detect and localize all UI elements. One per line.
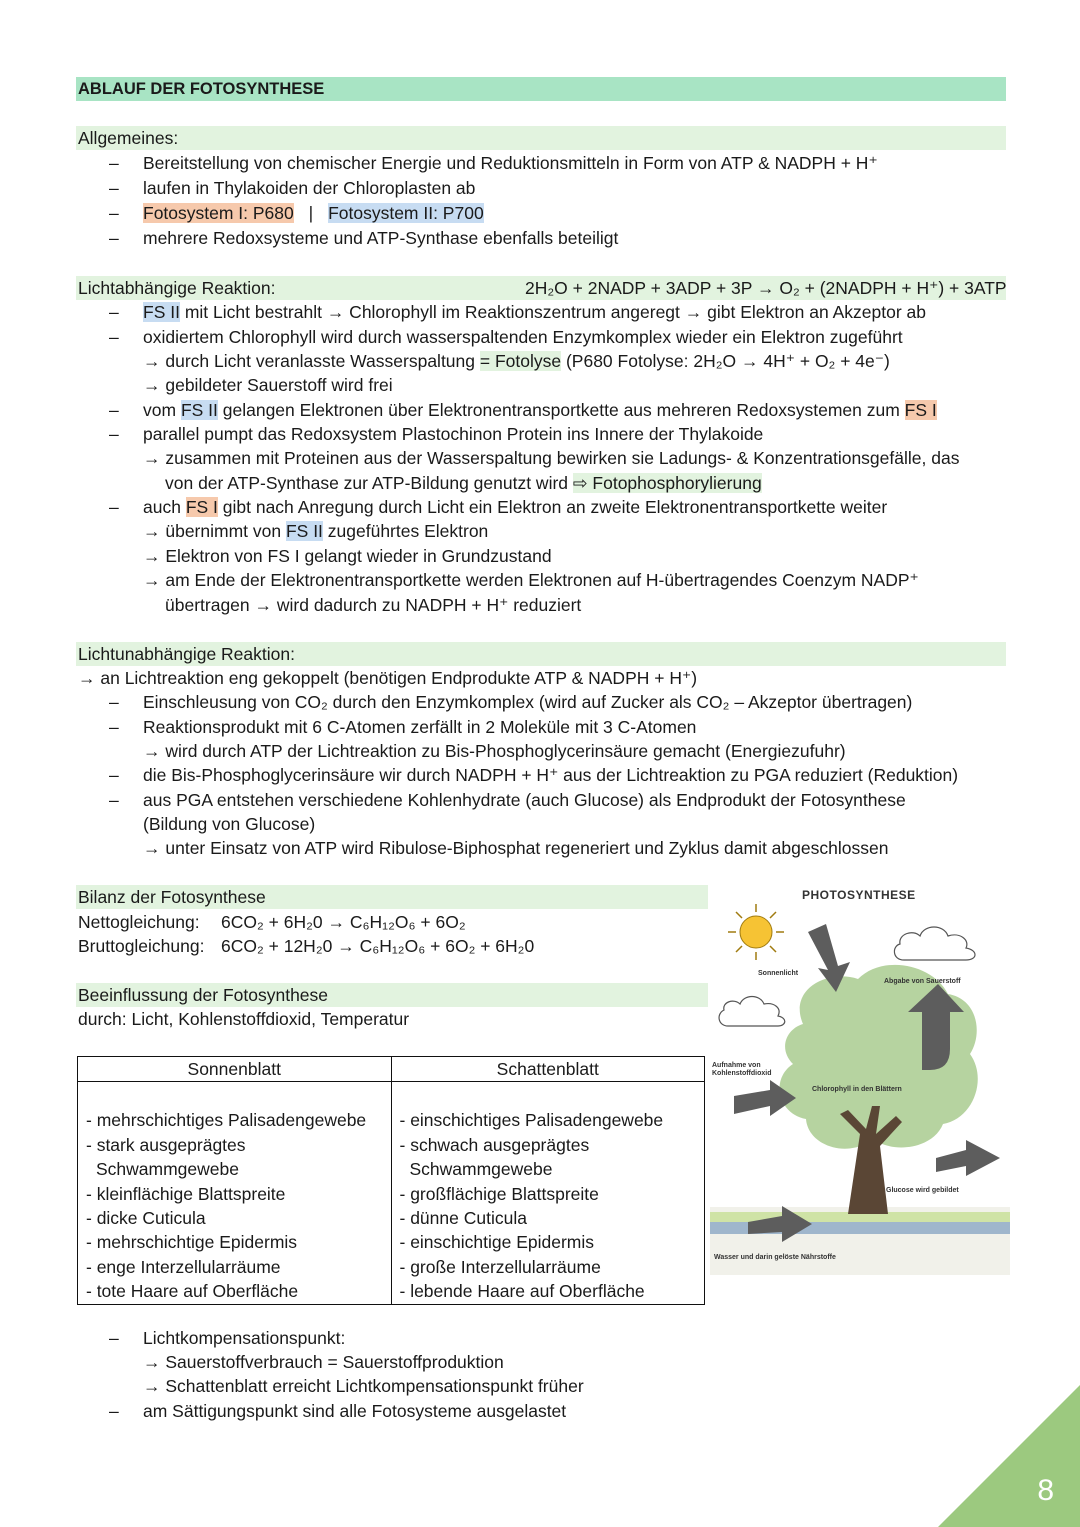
list-dash: – xyxy=(109,153,119,173)
dunkel-intro: → an Lichtreaktion eng gekoppelt (benötigen Endprodukte ATP & NADPH + H⁺) xyxy=(78,668,698,688)
text: gelangen Elektronen über Elektronentransportkette aus mehreren Redoxsystemen zum xyxy=(217,400,905,420)
list-dash: – xyxy=(109,203,119,223)
heading-dunkel: Lichtunabhängige Reaktion: xyxy=(78,644,295,664)
licht-line-13: übertragen → wird dadurch zu NADPH + H⁺ reduziert xyxy=(165,595,582,615)
brutto-equation: 6CO₂ + 12H₂0 → C₆H₁₂O₆ + 6O₂ + 6H₂0 xyxy=(221,936,535,956)
label-chlorophyll: Chlorophyll in den Blättern xyxy=(812,1086,902,1093)
list-dash: – xyxy=(109,497,119,517)
licht-line-9 xyxy=(143,495,887,519)
list-item: - schwach ausgeprägtes xyxy=(399,1134,590,1155)
licht-line-11: → Elektron von FS I gelangt wieder in Grundzustand xyxy=(143,546,552,566)
list-dash: – xyxy=(109,790,119,810)
licht-line-3 xyxy=(143,349,890,373)
list-item: laufen in Thylakoiden der Chloroplasten ab xyxy=(143,178,476,198)
licht-line-6: parallel pumpt das Redoxsystem Plastochinon Protein ins Innere der Thylakoide xyxy=(143,424,764,444)
list-dash: – xyxy=(109,327,119,347)
list-item: - tote Haare auf Oberfläche xyxy=(86,1281,299,1302)
list-item: - lebende Haare auf Oberfläche xyxy=(399,1281,645,1302)
page-number: 8 xyxy=(1037,1473,1054,1507)
licht-line-5 xyxy=(143,398,937,422)
text: mit Licht bestrahlt → Chlorophyll im Reaktionszentrum angeregt → gibt Elektron an Akzeptor ab xyxy=(179,302,927,322)
diagram-title: PHOTOSYNTHESE xyxy=(802,888,916,902)
list-item: - enge Interzellularräume xyxy=(86,1256,281,1277)
text: von der ATP-Synthase zur ATP-Bildung genutzt wird xyxy=(165,473,573,493)
section-bar-allgemeines xyxy=(76,126,1006,150)
dunkel-line-5: aus PGA entstehen verschiedene Kohlenhydrate (auch Glucose) als Endprodukt der Fotosynthese xyxy=(143,790,906,810)
list-dash: – xyxy=(109,178,119,198)
kompensation-line-3: → Schattenblatt erreicht Lichtkompensationspunkt früher xyxy=(143,1376,584,1396)
dunkel-line-4: die Bis-Phosphoglycerinsäure wir durch NADPH + H⁺ aus der Lichtreaktion zu PGA reduziert (Reduktion) xyxy=(143,765,959,785)
kompensation-line-2: → Sauerstoffverbrauch = Sauerstoffproduktion xyxy=(143,1352,504,1372)
label-wasser: Wasser und darin gelöste Nährstoffe xyxy=(714,1254,836,1261)
list-item: - große Interzellularräume xyxy=(399,1256,601,1277)
highlight-fs2: Fotosystem II: P700 xyxy=(328,203,484,223)
list-item-fotosysteme xyxy=(143,201,484,225)
cloud-icon xyxy=(894,927,975,960)
list-dash: – xyxy=(109,1328,119,1348)
list-dash: – xyxy=(109,424,119,444)
highlight-fs2: FS II xyxy=(143,302,180,322)
dunkel-line-6: (Bildung von Glucose) xyxy=(143,814,316,834)
highlight-fs1: FS I xyxy=(904,400,937,420)
list-dash: – xyxy=(109,692,119,712)
text: auch xyxy=(143,497,186,517)
list-item: - mehrschichtige Epidermis xyxy=(86,1232,298,1253)
text: zugeführtes Elektron xyxy=(322,521,489,541)
text: gibt nach Anregung durch Licht ein Elektron an zweite Elektronentransportkette weiter xyxy=(217,497,888,517)
licht-line-7: → zusammen mit Proteinen aus der Wasserspaltung bewirken sie Ladungs- & Konzentrationsgefälle, das xyxy=(143,448,960,468)
label-aufnahme: Aufnahme von Kohlenstoffdioxid xyxy=(712,1062,772,1077)
kompensation-line-1: Lichtkompensationspunkt: xyxy=(143,1328,346,1348)
cloud-icon xyxy=(719,997,785,1027)
list-dash: – xyxy=(109,400,119,420)
list-item: - kleinflächige Blattspreite xyxy=(86,1183,286,1204)
dunkel-line-1: Einschleusung von CO₂ durch den Enzymkomplex (wird auf Zucker als CO₂ – Akzeptor übertragen) xyxy=(143,692,913,712)
corner-decoration xyxy=(938,1385,1080,1527)
list-dash: – xyxy=(109,302,119,322)
highlight-fs1: Fotosystem I: P680 xyxy=(143,203,294,223)
table-row xyxy=(78,1082,705,1304)
table-header-sonnenblatt: Sonnenblatt xyxy=(78,1057,392,1082)
list-item: - stark ausgeprägtes xyxy=(86,1134,246,1155)
list-item: Schwammgewebe xyxy=(409,1159,553,1180)
brutto-label: Bruttogleichung: xyxy=(78,936,205,956)
beeinflussung-text: durch: Licht, Kohlenstoffdioxid, Temperatur xyxy=(78,1009,410,1029)
label-glucose: Glucose wird gebildet xyxy=(886,1187,959,1194)
list-dash: – xyxy=(109,1401,119,1421)
equation-licht: 2H₂O + 2NADP + 3ADP + 3P → O₂ + (2NADPH + H⁺) + 3ATP xyxy=(525,278,1007,298)
highlight-fs2: FS II xyxy=(285,521,323,541)
photosynthesis-diagram xyxy=(708,884,1010,1276)
licht-line-12: → am Ende der Elektronentransportkette werden Elektronen auf H-übertragendes Coenzym NADP⁺ xyxy=(143,570,919,590)
list-item: Schwammgewebe xyxy=(96,1159,239,1180)
table-header-row xyxy=(78,1057,705,1082)
table-cell-sonnenblatt xyxy=(78,1082,392,1304)
diagram-graphic xyxy=(708,884,1010,1276)
licht-line-8 xyxy=(165,471,762,495)
heading-bilanz: Bilanz der Fotosynthese xyxy=(78,887,266,907)
highlight-fs2: FS II xyxy=(180,400,218,420)
heading-licht: Lichtabhängige Reaktion: xyxy=(78,278,276,298)
arrow-right-icon xyxy=(936,1140,1000,1176)
label-abgabe: Abgabe von Sauerstoff xyxy=(884,978,961,985)
list-item: - dünne Cuticula xyxy=(399,1208,527,1229)
licht-line-10 xyxy=(143,519,488,543)
highlight-fotolyse: = Fotolyse xyxy=(479,351,562,371)
dunkel-line-7: → unter Einsatz von ATP wird Ribulose-Biphosphat regeneriert und Zyklus damit abgeschlossen xyxy=(143,838,889,858)
highlight-fotophosphorylierung: ⇨ Fotophosphorylierung xyxy=(572,473,762,493)
highlight-fs1: FS I xyxy=(185,497,218,517)
list-item: mehrere Redoxsysteme und ATP-Synthase ebenfalls beteiligt xyxy=(143,228,619,248)
list-item: - einschichtiges Palisadengewebe xyxy=(399,1110,664,1131)
list-dash: – xyxy=(109,765,119,785)
list-item: - großflächige Blattspreite xyxy=(399,1183,599,1204)
list-dash: – xyxy=(109,228,119,248)
kompensation-line-4: am Sättigungspunkt sind alle Fotosysteme ausgelastet xyxy=(143,1401,567,1421)
list-item: Bereitstellung von chemischer Energie und Reduktionsmitteln in Form von ATP & NADPH + H⁺ xyxy=(143,153,878,173)
list-item: - einschichtige Epidermis xyxy=(399,1232,595,1253)
text: → durch Licht veranlasste Wasserspaltung xyxy=(143,351,480,371)
list-dash: – xyxy=(109,717,119,737)
comparison-table xyxy=(77,1056,705,1305)
heading-allgemeines: Allgemeines: xyxy=(78,128,179,148)
table-header-schattenblatt: Schattenblatt xyxy=(391,1057,705,1082)
list-item: - mehrschichtiges Palisadengewebe xyxy=(86,1110,367,1131)
licht-line-1 xyxy=(143,300,926,324)
text: (P680 Fotolyse: 2H₂O → 4H⁺ + O₂ + 4e⁻) xyxy=(561,351,890,371)
page-title: ABLAUF DER FOTOSYNTHESE xyxy=(78,80,325,98)
tree-trunk xyxy=(840,1106,902,1214)
dunkel-line-3: → wird durch ATP der Lichtreaktion zu Bis-Phosphoglycerinsäure gemacht (Energiezufuhr) xyxy=(143,741,846,761)
table-cell-schattenblatt xyxy=(391,1082,705,1304)
netto-equation: 6CO₂ + 6H₂0 → C₆H₁₂O₆ + 6O₂ xyxy=(221,912,466,932)
dunkel-line-2: Reaktionsprodukt mit 6 C-Atomen zerfällt in 2 Moleküle mit 3 C-Atomen xyxy=(143,717,697,737)
licht-line-4: → gebildeter Sauerstoff wird frei xyxy=(143,375,393,395)
licht-line-2: oxidiertem Chlorophyll wird durch wasserspaltenden Enzymkomplex wieder ein Elektron zugeführt xyxy=(143,327,903,347)
sun-icon xyxy=(728,904,784,960)
netto-label: Nettogleichung: xyxy=(78,912,200,932)
separator: | xyxy=(308,203,314,223)
list-item: - dicke Cuticula xyxy=(86,1208,206,1229)
heading-beeinflussung: Beeinflussung der Fotosynthese xyxy=(78,985,329,1005)
text: → übernimmt von xyxy=(143,521,286,541)
text: vom xyxy=(143,400,181,420)
label-sonnenlicht: Sonnenlicht xyxy=(758,970,799,977)
